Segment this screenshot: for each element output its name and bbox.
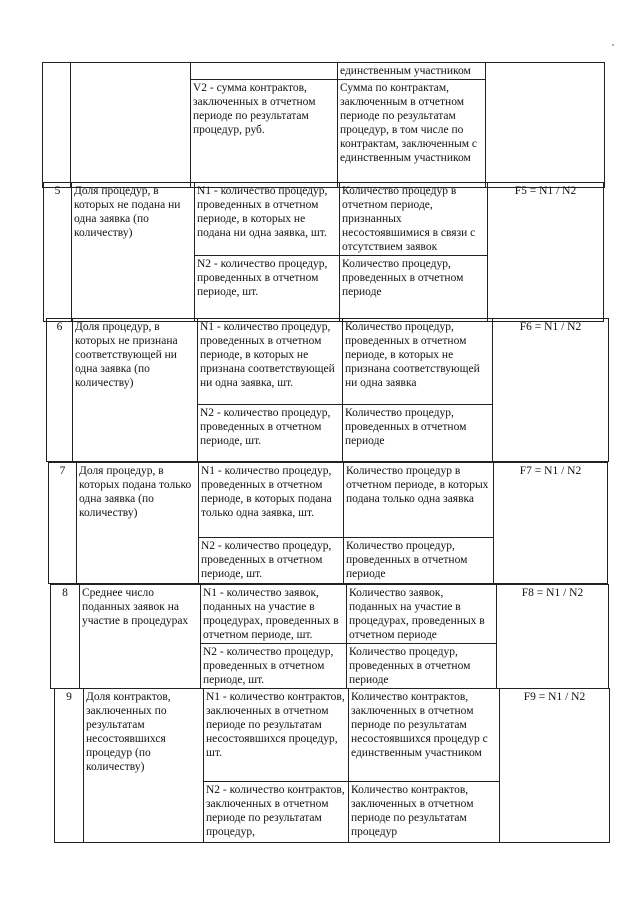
parameter-source: Количество процедур в отчетном периоде, признанных несостоявшимися в связи с отсутствием заявок: [340, 183, 488, 256]
row-number: 8: [51, 585, 80, 689]
formula-cell: F5 = N1 / N2: [488, 183, 604, 322]
parameter-description: N2 - количество процедур, проведенных в отчетном периоде, шт.: [198, 405, 343, 462]
formula-cell: F8 = N1 / N2: [497, 585, 609, 689]
parameter-source: Количество контрактов, заключенных в отчетном периоде по результатам процедур: [349, 782, 500, 843]
indicator-name: Доля процедур, в которых не подана ни одна заявка (по количеству): [72, 183, 195, 322]
parameter-source: Количество процедур, проведенных в отчетном периоде: [343, 405, 493, 462]
parameter-source: Сумма по контрактам, заключенным в отчетном периоде по результатам процедур, в том числе по контрактам, заключенным с единственным участником: [338, 80, 486, 188]
indicator-name: Доля процедур, в которых не признана соответствующей ни одна заявка (по количеству): [73, 319, 198, 462]
table-block: [42, 62, 605, 188]
parameter-source: Количество процедур, проведенных в отчетном периоде: [340, 256, 488, 322]
table-block: [48, 462, 608, 584]
parameter-description: N1 - количество заявок, поданных на участие в процедурах, проведенных в отчетном периоде, шт.: [201, 585, 347, 644]
parameter-description: [191, 63, 338, 80]
parameter-source: Количество процедур, проведенных в отчетном периоде: [347, 644, 497, 689]
scan-speck: [612, 44, 614, 46]
row-number: [43, 63, 71, 188]
parameter-description: V2 - сумма контрактов, заключенных в отчетном периоде по результатам процедур, руб.: [191, 80, 338, 188]
table-block: [54, 688, 610, 843]
formula-cell: F9 = N1 / N2: [500, 689, 610, 843]
parameter-description: N1 - количество процедур, проведенных в отчетном периоде, в которых не подана ни одна заявка, шт.: [195, 183, 340, 256]
indicator-name: Доля контрактов, заключенных по результатам несостоявшихся процедур (по количеству): [84, 689, 204, 843]
row-number: 6: [47, 319, 73, 462]
parameter-description: N2 - количество контрактов, заключенных в отчетном периоде по результатам процедур,: [204, 782, 349, 843]
parameter-source: Количество контрактов, заключенных в отчетном периоде по результатам несостоявшихся процедур с единственным участником: [349, 689, 500, 782]
formula-cell: F6 = N1 / N2: [493, 319, 609, 462]
parameter-source: Количество процедур, проведенных в отчетном периоде: [344, 538, 494, 584]
parameter-source: единственным участником: [338, 63, 486, 80]
parameter-source: Количество процедур, проведенных в отчетном периоде, в которых не признана соответствующей ни одна заявка: [343, 319, 493, 405]
indicator-name: Среднее число поданных заявок на участие в процедурах: [80, 585, 201, 689]
parameter-description: N1 - количество процедур, проведенных в отчетном периоде, в которых подана только одна заявка, шт.: [199, 463, 344, 538]
row-number: 9: [55, 689, 84, 843]
parameter-source: Количество заявок, поданных на участие в процедурах, проведенных в отчетном периоде: [347, 585, 497, 644]
indicator-name: [71, 63, 191, 188]
table-block: [50, 584, 609, 689]
parameter-source: Количество процедур в отчетном периоде, в которых подана только одна заявка: [344, 463, 494, 538]
parameter-description: N2 - количество процедур, проведенных в отчетном периоде, шт.: [201, 644, 347, 689]
table-block: [43, 182, 604, 322]
parameter-description: N1 - количество процедур, проведенных в отчетном периоде, в которых не признана соответствующей ни одна заявка, шт.: [198, 319, 343, 405]
row-number: 5: [44, 183, 72, 322]
formula-cell: F7 = N1 / N2: [494, 463, 608, 584]
parameter-description: N1 - количество контрактов, заключенных в отчетном периоде по результатам несостоявшихся процедур, шт.: [204, 689, 349, 782]
row-number: 7: [49, 463, 77, 584]
parameter-description: N2 - количество процедур, проведенных в отчетном периоде, шт.: [199, 538, 344, 584]
formula-cell: [486, 63, 605, 188]
indicator-name: Доля процедур, в которых подана только одна заявка (по количеству): [77, 463, 199, 584]
parameter-description: N2 - количество процедур, проведенных в отчетном периоде, шт.: [195, 256, 340, 322]
table-block: [46, 318, 609, 462]
